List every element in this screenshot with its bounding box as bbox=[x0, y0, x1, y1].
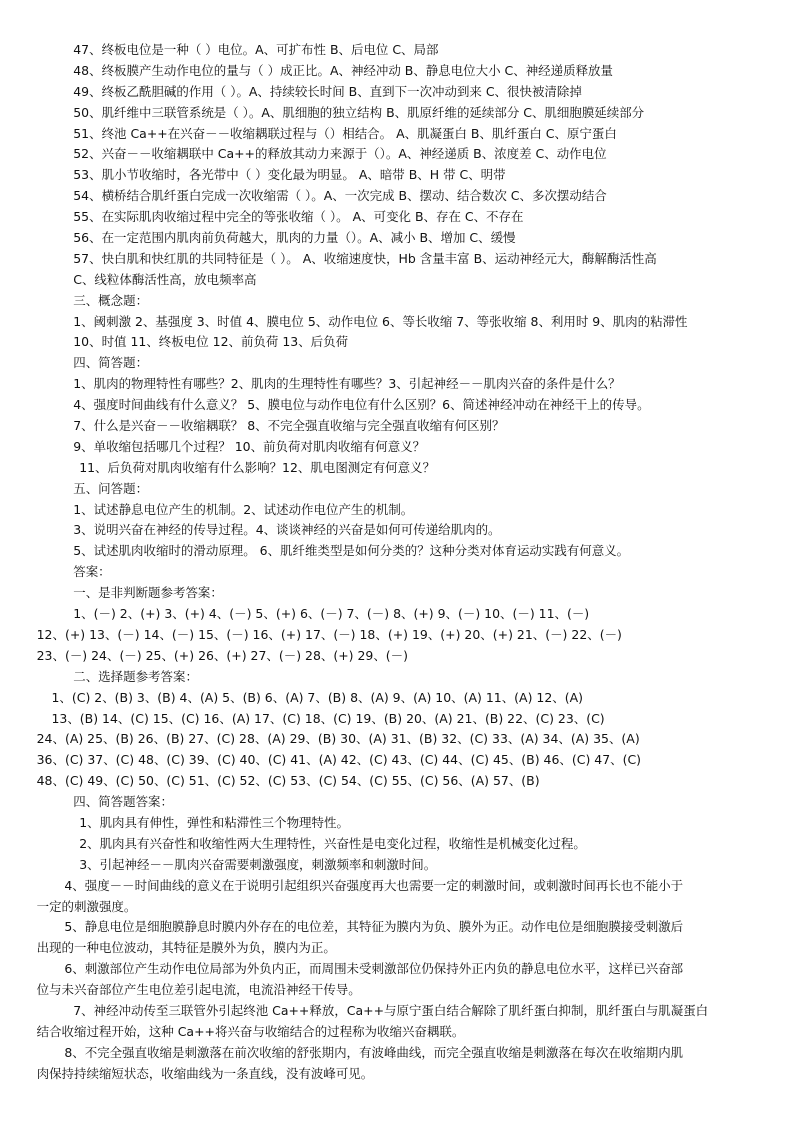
line-text: 53、肌小节收缩时，各光带中（ ）变化最为明显。 A、暗带 B、H 带 C、明带 bbox=[73, 167, 506, 183]
text-line bbox=[0, 709, 794, 730]
line-text: 52、兴奋－－收缩耦联中 Ca++的释放其动力来源于（）。A、神经递质 B、浓度差 C、动作电位 bbox=[73, 146, 607, 162]
text-line bbox=[0, 1022, 794, 1043]
text-line bbox=[0, 876, 794, 897]
line-text: 位与未兴奋部位产生电位差引起电流，电流沿神经干传导。 bbox=[36, 982, 361, 998]
line-text: 1、肌肉具有伸性，弹性和粘滞性三个物理特性。 bbox=[79, 814, 349, 830]
text-line bbox=[0, 374, 794, 395]
line-text: 48、终板膜产生动作电位的量与（ ）成正比。A、神经冲动 B、静息电位大小 C、神经递质释放量 bbox=[73, 62, 613, 78]
text-line bbox=[0, 249, 794, 270]
line-text: 47、终板电位是一种（ ）电位。A、可扩布性 B、后电位 C、局部 bbox=[73, 42, 439, 57]
line-text: 7、神经冲动传至三联管外引起终池 Ca++释放，Ca++与原宁蛋白结合解除了肌纤蛋白抑制，肌纤蛋白与肌凝蛋白 bbox=[73, 1002, 709, 1018]
line-text: 3、说明兴奋在神经的传导过程。4、谈谈神经的兴奋是如何可传递给肌肉的。 bbox=[73, 522, 501, 538]
text-line bbox=[0, 144, 794, 165]
line-text: 出现的一种电位波动，其特征是膜外为负，膜内为正。 bbox=[36, 940, 336, 956]
text-line bbox=[0, 165, 794, 186]
document-body bbox=[0, 40, 794, 1085]
text-line bbox=[0, 729, 794, 750]
text-line bbox=[0, 520, 794, 541]
line-text: 4、强度时间曲线有什么意义？ 5、膜电位与动作电位有什么区别？6、简述神经冲动在神经干上的传导。 bbox=[73, 397, 650, 413]
text-line bbox=[0, 897, 794, 918]
line-text: 50、肌纤维中三联管系统是（ ）。A、肌细胞的独立结构 B、肌原纤维的延续部分 C、肌细胞膜延续部分 bbox=[73, 104, 645, 120]
text-line bbox=[0, 667, 794, 688]
text-line bbox=[0, 1064, 794, 1085]
text-line bbox=[0, 458, 794, 479]
text-line bbox=[0, 82, 794, 103]
text-line bbox=[0, 604, 794, 625]
line-text: 2、肌肉具有兴奋性和收缩性两大生理特性，兴奋性是电变化过程，收缩性是机械变化过程。 bbox=[79, 835, 586, 851]
line-text: 49、终板乙酰胆碱的作用（ ）。A、持续较长时间 B、直到下一次冲动到来 C、很快被清除掉 bbox=[73, 83, 582, 99]
text-line bbox=[0, 103, 794, 124]
line-text: 7、什么是兴奋－－收缩耦联？ 8、不完全强直收缩与完全强直收缩有何区别？ bbox=[73, 418, 505, 434]
line-text: 四、简答题： bbox=[73, 355, 149, 371]
line-text: 55、在实际肌肉收缩过程中完全的等张收缩（ ）。 A、可变化 B、存在 C、不存在 bbox=[73, 209, 524, 225]
text-line bbox=[0, 855, 794, 876]
text-line bbox=[0, 562, 794, 583]
line-text: 二、选择题参考答案： bbox=[73, 668, 198, 684]
line-text: 1、(C) 2、(B) 3、(B) 4、(A) 5、(B) 6、(A) 7、(B) 8、(A) 9、(A) 10、(A) 11、(A) 12、(A) bbox=[51, 689, 583, 705]
text-line bbox=[0, 834, 794, 855]
line-text: 结合收缩过程开始，这种 Ca++将兴奋与收缩结合的过程称为收缩兴奋耦联。 bbox=[36, 1023, 465, 1039]
text-line bbox=[0, 61, 794, 82]
text-line bbox=[0, 186, 794, 207]
text-line bbox=[0, 1043, 794, 1064]
text-line bbox=[0, 353, 794, 374]
text-line bbox=[0, 291, 794, 312]
text-line bbox=[0, 750, 794, 771]
line-text: 6、刺激部位产生动作电位局部为外负内正，而周围未受刺激部位仍保持外正内负的静息电位水平，这样已兴奋部 bbox=[64, 961, 684, 977]
line-text: 54、横桥结合肌纤蛋白完成一次收缩需（ ）。A、一次完成 B、摆动、结合数次 C、多次摆动结合 bbox=[73, 188, 607, 204]
line-text: 1、肌肉的物理特性有哪些？2、肌肉的生理特性有哪些？3、引起神经－－肌肉兴奋的条件是什么？ bbox=[73, 376, 621, 392]
line-text: 4、强度－－时间曲线的意义在于说明引起组织兴奋强度再大也需要一定的刺激时间，或刺激时间再长也不能小于 bbox=[64, 877, 684, 893]
text-line bbox=[0, 395, 794, 416]
line-text: 51、终池 Ca++在兴奋－－收缩耦联过程与（）相结合。 A、肌凝蛋白 B、肌纤蛋白 C、原宁蛋白 bbox=[73, 125, 617, 141]
line-text: 一、是非判断题参考答案： bbox=[73, 585, 223, 601]
text-line bbox=[0, 980, 794, 1001]
text-line bbox=[0, 228, 794, 249]
line-text: 1、试述静息电位产生的机制。2、试述动作电位产生的机制。 bbox=[73, 501, 414, 517]
text-line bbox=[0, 917, 794, 938]
text-line bbox=[0, 124, 794, 145]
line-text: 肉保持持续缩短状态，收缩曲线为一条直线，没有波峰可见。 bbox=[36, 1065, 374, 1081]
line-text: 一定的刺激强度。 bbox=[36, 898, 137, 914]
text-line bbox=[0, 437, 794, 458]
text-line bbox=[0, 938, 794, 959]
line-text: 10、时值 11、终板电位 12、前负荷 13、后负荷 bbox=[73, 334, 349, 350]
text-line bbox=[0, 771, 794, 792]
line-text: 5、静息电位是细胞膜静息时膜内外存在的电位差，其特征为膜内为负、膜外为正。动作电位是细胞膜接受刺激后 bbox=[64, 919, 684, 935]
line-text: 36、(C) 37、(C) 48、(C) 39、(C) 40、(C) 41、(A) 42、(C) 43、(C) 44、(C) 45、(B) 46、(C) 47、(C) bbox=[36, 752, 642, 768]
line-text: 答案： bbox=[73, 564, 111, 580]
line-text: 5、试述肌肉收缩时的滑动原理。 6、肌纤维类型是如何分类的？这种分类对体育运动实践有何意义。 bbox=[73, 543, 630, 559]
text-line bbox=[0, 312, 794, 333]
text-line bbox=[0, 813, 794, 834]
text-line bbox=[0, 479, 794, 500]
text-line bbox=[0, 500, 794, 521]
text-line bbox=[0, 646, 794, 667]
line-text: 四、简答题答案： bbox=[73, 794, 173, 810]
line-text: 1、阈刺激 2、基强度 3、时值 4、膜电位 5、动作电位 6、等长收缩 7、等张收缩 8、利用时 9、肌肉的粘滞性 bbox=[73, 313, 688, 329]
line-text: 13、(B) 14、(C) 15、(C) 16、(A) 17、(C) 18、(C) 19、(B) 20、(A) 21、(B) 22、(C) 23、(C) bbox=[51, 710, 605, 726]
line-text: 57、快白肌和快红肌的共同特征是（ ）。 A、收缩速度快，Hb 含量丰富 B、运动神经元大，酶解酶活性高 bbox=[73, 250, 657, 266]
text-line bbox=[0, 207, 794, 228]
text-line bbox=[0, 688, 794, 709]
line-text: 23、(－) 24、(－) 25、(+) 26、(+) 27、(－) 28、(+) 29、(－) bbox=[36, 647, 409, 663]
line-text: 56、在一定范围内肌肉前负荷越大，肌肉的力量（）。A、减小 B、增加 C、缓慢 bbox=[73, 230, 516, 246]
line-text: 48、(C) 49、(C) 50、(C) 51、(C) 52、(C) 53、(C) 54、(C) 55、(C) 56、(A) 57、(B) bbox=[36, 773, 540, 789]
text-line bbox=[0, 270, 794, 291]
line-text: 1、(－) 2、(+) 3、(+) 4、(－) 5、(+) 6、(－) 7、(－) 8、(+) 9、(－) 10、(－) 11、(－) bbox=[73, 606, 590, 622]
text-line bbox=[0, 332, 794, 353]
text-line bbox=[0, 1001, 794, 1022]
line-text: 8、不完全强直收缩是刺激落在前次收缩的舒张期内，有波峰曲线，而完全强直收缩是刺激落在每次在收缩期内肌 bbox=[64, 1044, 684, 1060]
line-text: 3、引起神经－－肌肉兴奋需要刺激强度，刺激频率和刺激时间。 bbox=[79, 856, 437, 872]
line-text: C、线粒体酶活性高，放电频率高 bbox=[73, 271, 257, 287]
line-text: 12、(+) 13、(－) 14、(－) 15、(－) 16、(+) 17、(－) 18、(+) 19、(+) 20、(+) 21、(－) 22、(－) bbox=[36, 626, 622, 642]
line-text: 11、后负荷对肌肉收缩有什么影响？12、肌电图测定有何意义？ bbox=[79, 459, 436, 475]
text-line bbox=[0, 416, 794, 437]
line-text: 五、问答题： bbox=[73, 480, 149, 496]
text-line bbox=[0, 40, 794, 61]
line-text: 9、单收缩包括哪几个过程？ 10、前负荷对肌肉收缩有何意义？ bbox=[73, 438, 426, 454]
text-line bbox=[0, 959, 794, 980]
text-line bbox=[0, 625, 794, 646]
text-line bbox=[0, 541, 794, 562]
line-text: 24、(A) 25、(B) 26、(B) 27、(C) 28、(A) 29、(B) 30、(A) 31、(B) 32、(C) 33、(A) 34、(A) 35、(A) bbox=[36, 731, 640, 747]
text-line bbox=[0, 792, 794, 813]
text-line bbox=[0, 583, 794, 604]
line-text: 三、概念题： bbox=[73, 292, 149, 308]
